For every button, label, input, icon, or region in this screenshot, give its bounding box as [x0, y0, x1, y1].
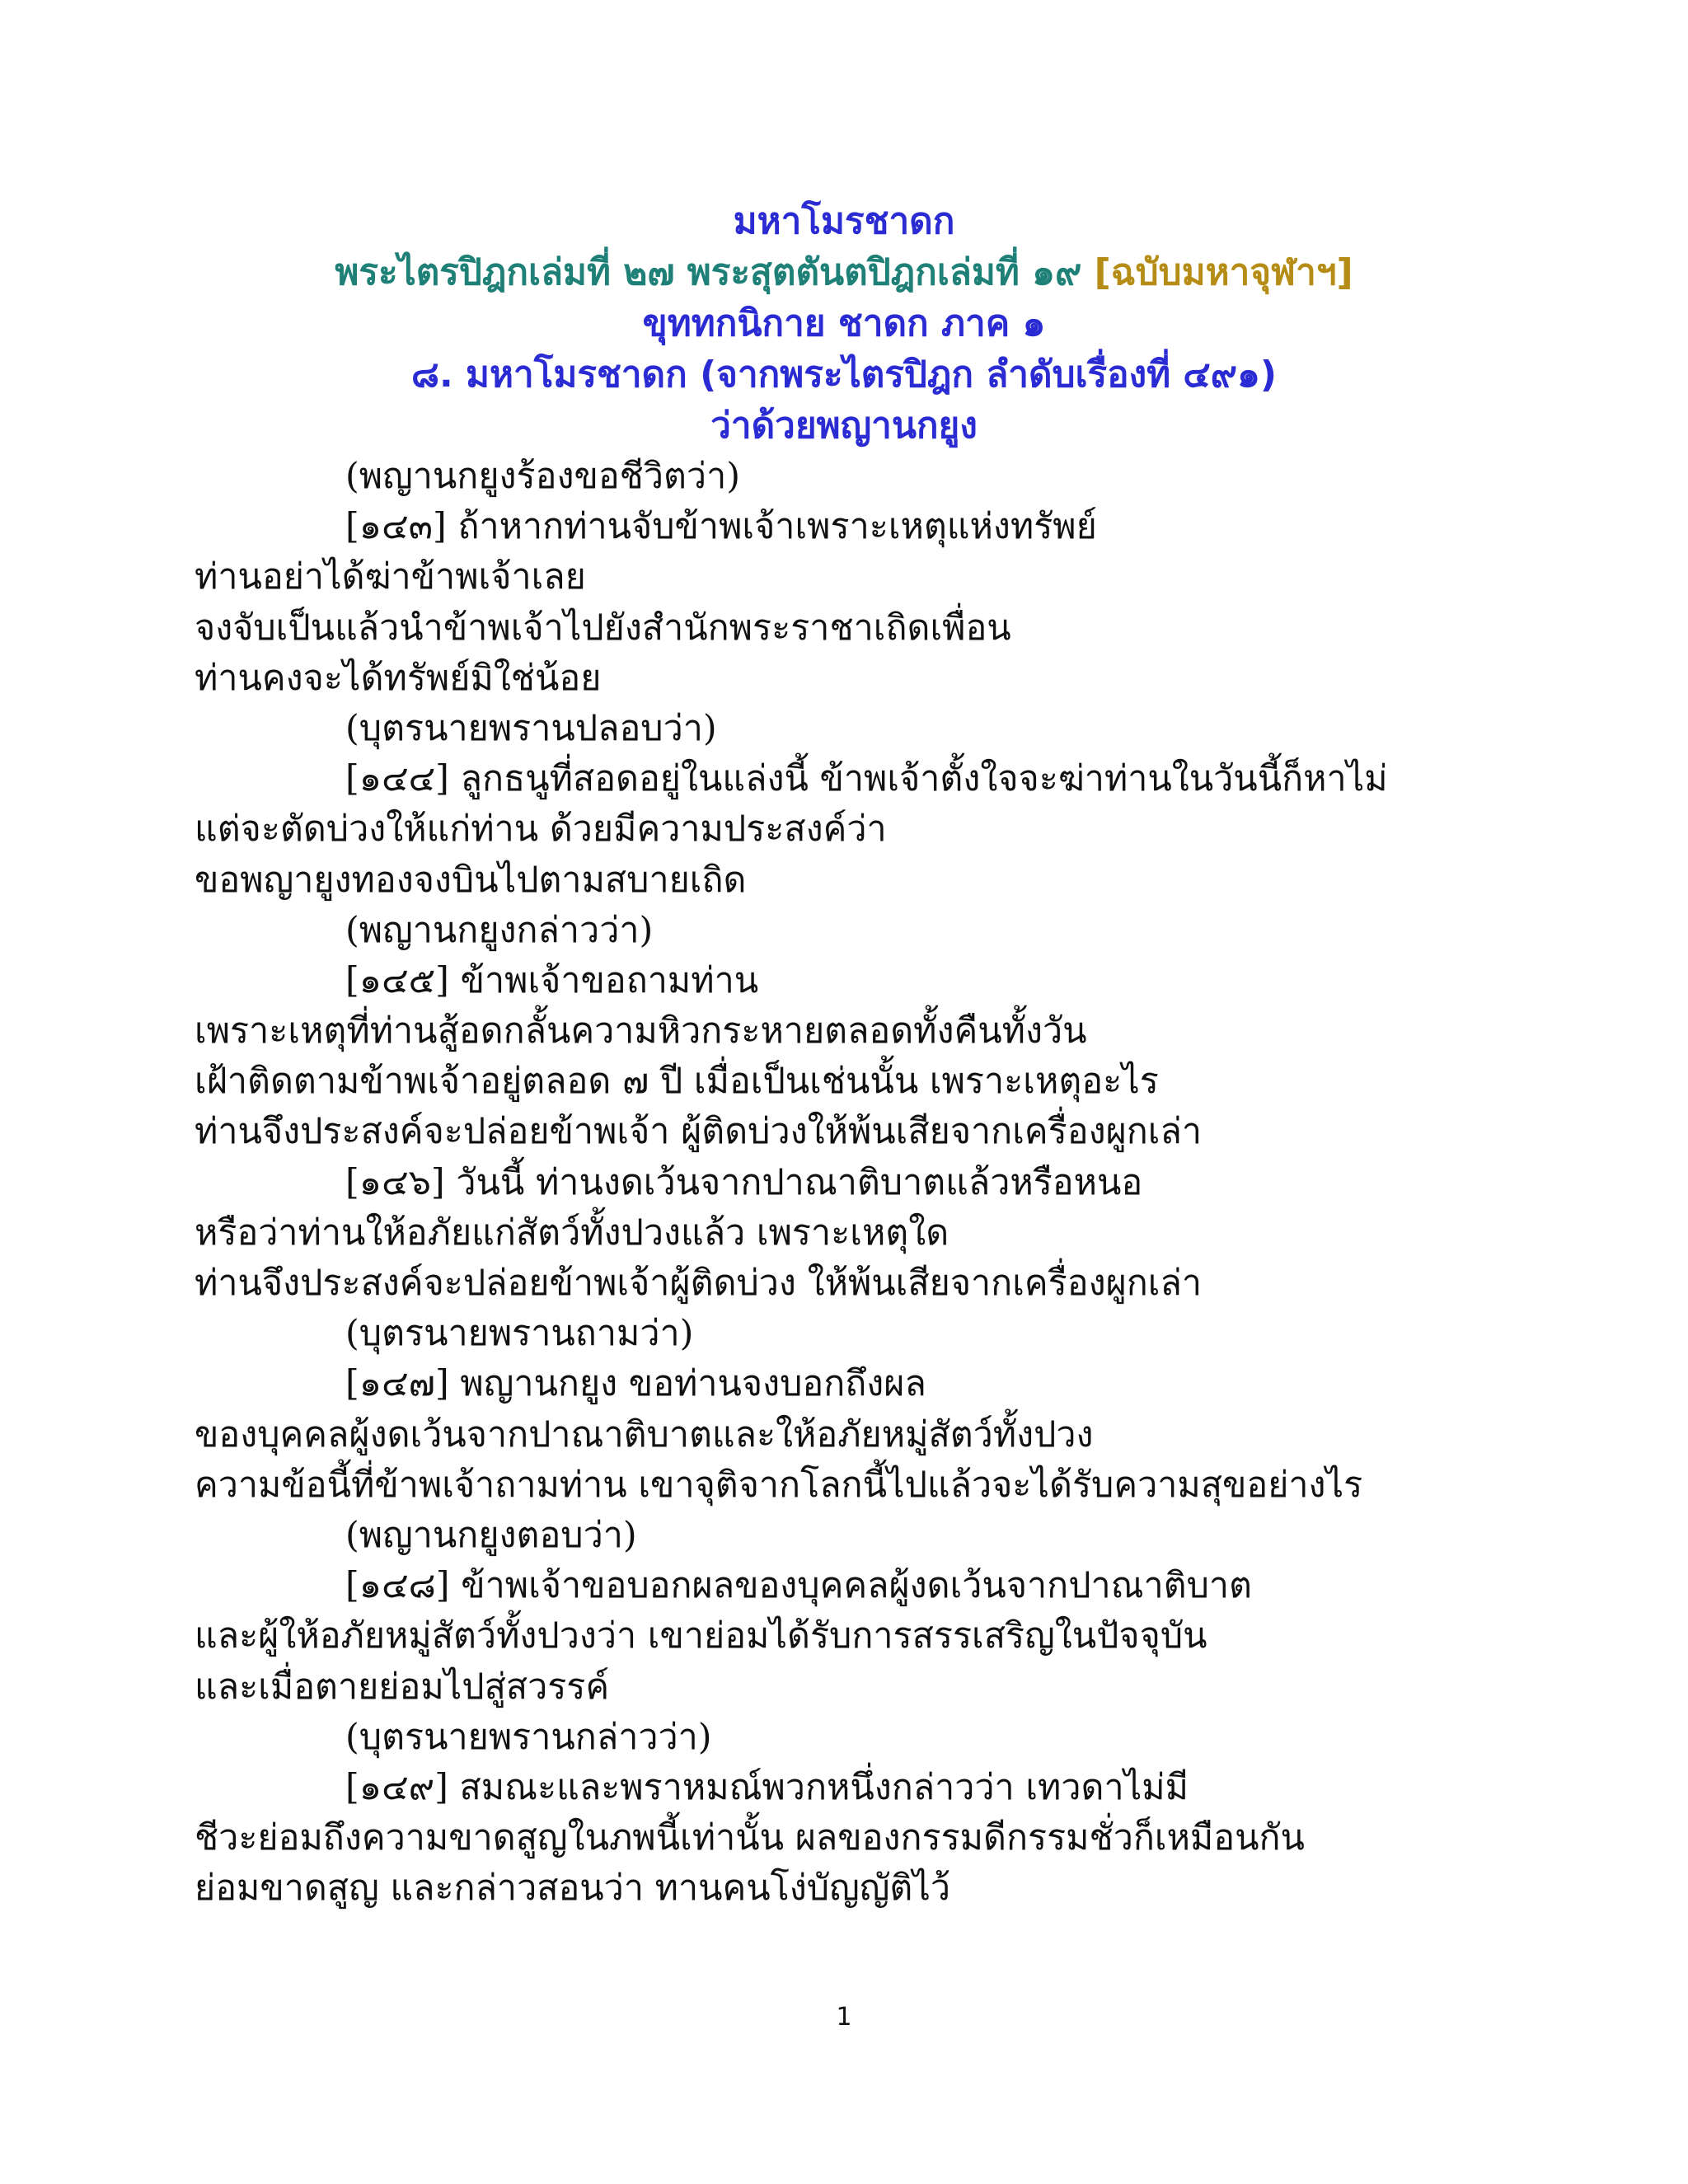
verse-line: และเมื่อตายย่อมไปสู่สวรรค์ — [195, 1666, 610, 1708]
verse-line: ท่านอย่าได้ฆ่าข้าพเจ้าเลย — [195, 556, 586, 598]
verse-line: [๑๔๔] ลูกธนูที่สอดอยู่ในแล่งนี้ ข้าพเจ้าตั้งใจจะฆ่าท่านในวันนี้ก็หาไม่ — [345, 758, 1388, 800]
speaker-note: (พญานกยูงตอบว่า) — [345, 1514, 637, 1556]
verse-line: ขอพญายูงทองจงบินไปตามสบายเถิด — [195, 859, 747, 901]
verse-line: ของบุคคลผู้งดเว้นจากปาณาติบาตและให้อภัยหมู่สัตว์ทั้งปวง — [195, 1413, 1094, 1455]
verse-line: หรือว่าท่านให้อภัยแก่สัตว์ทั้งปวงแล้ว เพราะเหตุใด — [195, 1212, 950, 1254]
subtitle-edition: [ฉบับมหาจุฬาฯ] — [1094, 251, 1353, 293]
verse-line: และผู้ให้อภัยหมู่สัตว์ทั้งปวงว่า เขาย่อมได้รับการสรรเสริญในปัจจุบัน — [195, 1615, 1207, 1657]
subtitle-volume: พระไตรปิฎกเล่มที่ ๒๗ พระสุตตันตปิฎกเล่มที่ ๑๙ — [335, 251, 1095, 293]
verse-line: ความข้อนี้ที่ข้าพเจ้าถามท่าน เขาจุติจากโลกนี้ไปแล้วจะได้รับความสุขอย่างไร — [195, 1464, 1363, 1506]
speaker-note: (บุตรนายพรานกล่าวว่า) — [345, 1716, 712, 1758]
speaker-note: (พญานกยูงร้องขอชีวิตว่า) — [345, 456, 740, 497]
story-heading: ๘. มหาโมรชาดก (จากพระไตรปิฎก ลำดับเรื่องที่ ๔๙๑) — [411, 354, 1277, 396]
verse-line: [๑๔๖] วันนี้ ท่านงดเว้นจากปาณาติบาตแล้วหรือหนอ — [345, 1161, 1143, 1203]
speaker-note: (บุตรนายพรานถามว่า) — [345, 1313, 694, 1355]
verse-line: ชีวะย่อมถึงความขาดสูญในภพนี้เท่านั้น ผลของกรรมดีกรรมชั่วก็เหมือนกัน — [195, 1817, 1305, 1859]
page-number: 1 — [836, 2003, 852, 2032]
speaker-note: (บุตรนายพรานปลอบว่า) — [345, 707, 717, 749]
verse-line: [๑๔๕] ข้าพเจ้าขอถามท่าน — [345, 959, 759, 1001]
verse-line: ย่อมขาดสูญ และกล่าวสอนว่า ทานคนโง่บัญญัติไว้ — [195, 1868, 951, 1910]
section-heading: ขุททกนิกาย ชาดก ภาค ๑ — [642, 302, 1046, 344]
verse-line: ท่านจึงประสงค์จะปล่อยข้าพเจ้าผู้ติดบ่วง ให้พ้นเสียจากเครื่องผูกเล่า — [195, 1263, 1202, 1304]
verse-line: [๑๔๓] ถ้าหากท่านจับข้าพเจ้าเพราะเหตุแห่งทรัพย์ — [345, 506, 1097, 548]
verse-line: จงจับเป็นแล้วนำข้าพเจ้าไปยังสำนักพระราชาเถิดเพื่อน — [195, 607, 1011, 649]
verse-line: แต่จะตัดบ่วงให้แก่ท่าน ด้วยมีความประสงค์ว่า — [195, 808, 887, 851]
verse-line: ท่านจึงประสงค์จะปล่อยข้าพเจ้า ผู้ติดบ่วงให้พ้นเสียจากเครื่องผูกเล่า — [195, 1111, 1202, 1153]
verse-line: [๑๔๙] สมณะและพราหมณ์พวกหนึ่งกล่าวว่า เทวดาไม่มี — [345, 1766, 1189, 1808]
speaker-note: (พญานกยูงกล่าวว่า) — [345, 909, 654, 951]
verse-line: [๑๔๘] ข้าพเจ้าขอบอกผลของบุคคลผู้งดเว้นจากปาณาติบาต — [345, 1565, 1252, 1607]
document-subtitle — [0, 247, 1688, 298]
verse-line: เพราะเหตุที่ท่านสู้อดกลั้นความหิวกระหายตลอดทั้งคืนทั้งวัน — [195, 1010, 1087, 1052]
verse-line: เฝ้าติดตามข้าพเจ้าอยู่ตลอด ๗ ปี เมื่อเป็นเช่นนั้น เพราะเหตุอะไร — [195, 1061, 1159, 1103]
topic-heading: ว่าด้วยพญานกยูง — [710, 405, 978, 447]
document-header — [0, 196, 1688, 452]
verse-line: ท่านคงจะได้ทรัพย์มิใช่น้อย — [195, 657, 602, 699]
document-title: มหาโมรชาดก — [733, 200, 955, 242]
body-text — [195, 452, 1513, 1914]
verse-line: [๑๔๗] พญานกยูง ขอท่านจงบอกถึงผล — [345, 1363, 926, 1405]
